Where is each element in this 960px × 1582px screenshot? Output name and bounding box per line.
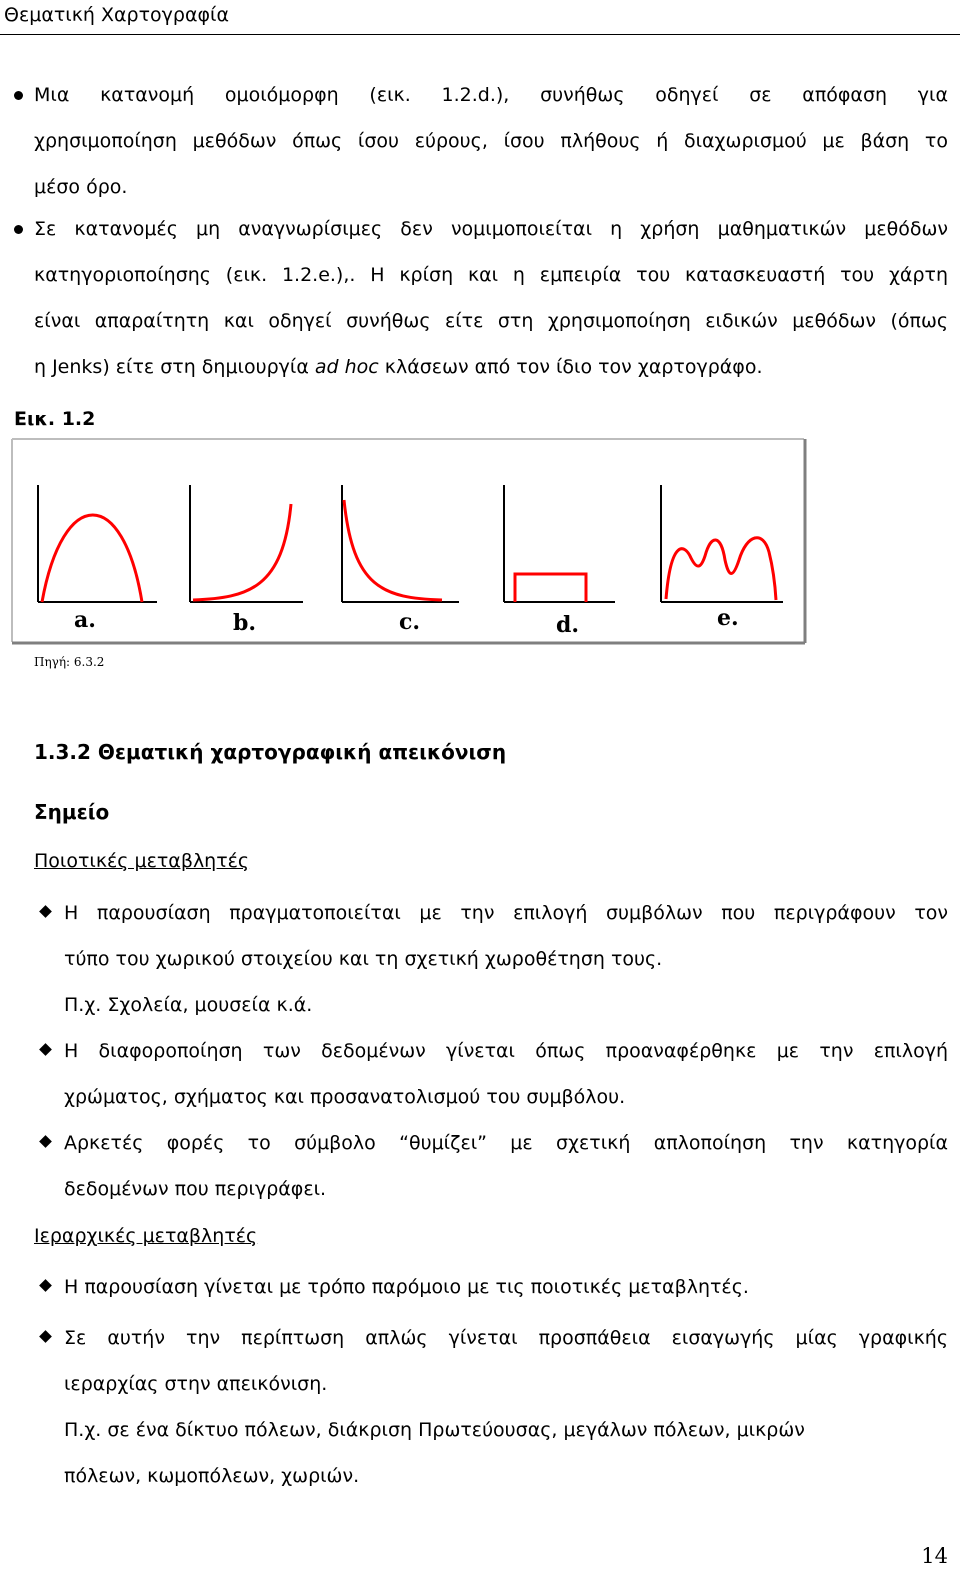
hierarchical-item-2 (41, 1315, 948, 1499)
distribution-figure-svg (11, 438, 811, 648)
section-heading: 1.3.2 Θεματική χαρτογραφική απεικόνιση (34, 740, 507, 764)
text-line: Π.χ. σε ένα δίκτυο πόλεων, διάκριση Πρωτεύουσας, μεγάλων πόλεων, μικρών (64, 1419, 805, 1441)
text-fragment-italic: ad hoc (314, 356, 379, 378)
text-line: δεδομένων που περιγράφει. (64, 1178, 327, 1200)
diamond-bullet-icon (39, 1279, 52, 1292)
figure-caption: Εικ. 1.2 (14, 408, 96, 430)
text-line: Σε κατανομές μη αναγνωρίσιμες δεν νομιμοποιείται η χρήση μαθηματικών μεθόδων (34, 218, 948, 240)
hierarchical-title: Ιεραρχικές μεταβλητές (34, 1225, 258, 1247)
panel-c-label: c. (399, 609, 421, 635)
panel-b (190, 485, 303, 636)
panel-c-curve (344, 500, 442, 600)
text-line: πόλεων, κωμοπόλεων, χωριών. (64, 1465, 360, 1487)
header-title: Θεματική Χαρτογραφία (4, 4, 229, 26)
panel-a-label: a. (74, 607, 96, 633)
diamond-bullet-icon (39, 905, 52, 918)
panel-d (504, 485, 615, 638)
panel-d-label: d. (556, 612, 580, 638)
text-line: ιεραρχίας στην απεικόνιση. (64, 1373, 328, 1395)
figure-source: Πηγή: 6.3.2 (34, 655, 105, 669)
text-line: είναι απαραίτητη και οδηγεί συνήθως είτε στη χρησιμοποίηση ειδικών μεθόδων (όπως (34, 310, 948, 332)
page-header (0, 0, 960, 35)
text-line: μέσο όρο. (34, 176, 128, 198)
text-line: Μια κατανομή ομοιόμορφη (εικ. 1.2.d.), συνήθως οδηγεί σε απόφαση για (34, 84, 948, 106)
text-line (34, 344, 948, 390)
page-number: 14 (921, 1544, 948, 1568)
qualitative-item-2 (41, 1028, 948, 1120)
intro-bullet-1 (14, 72, 948, 210)
panel-e-label: e. (717, 605, 739, 631)
panel-b-curve (193, 504, 291, 600)
diamond-bullet-icon (39, 1043, 52, 1056)
panel-d-curve (515, 574, 586, 602)
panel-c (342, 485, 459, 635)
text-line: Σε αυτήν την περίπτωση απλώς γίνεται προσπάθεια εισαγωγής μίας γραφικής (64, 1327, 948, 1349)
section-subheading: Σημείο (34, 800, 110, 824)
hierarchical-item-1 (41, 1264, 948, 1310)
text-line: κατηγοριοποίησης (εικ. 1.2.e.),. Η κρίση και η εμπειρία του κατασκευαστή του χάρτη (34, 264, 948, 286)
text-line: Η παρουσίαση πραγματοποιείται με την επιλογή συμβόλων που περιγράφουν τον (64, 902, 948, 924)
panel-a-curve (42, 515, 142, 602)
panel-e (661, 485, 783, 631)
text-line: Η διαφοροποίηση των δεδομένων γίνεται όπως προαναφέρθηκε με την επιλογή (64, 1040, 948, 1062)
text-fragment: η Jenks) είτε στη δημιουργία (34, 356, 315, 378)
qualitative-item-1 (41, 890, 948, 1028)
intro-bullet-2 (14, 206, 948, 390)
panel-e-curve (666, 538, 776, 600)
text-line: Η παρουσίαση γίνεται με τρόπο παρόμοιο με τις ποιοτικές μεταβλητές. (64, 1276, 749, 1298)
text-line: Αρκετές φορές το σύμβολο “θυμίζει” με σχετική απλοποίηση την κατηγορία (64, 1132, 948, 1154)
diamond-bullet-icon (39, 1330, 52, 1343)
text-line: τύπο του χωρικού στοιχείου και τη σχετική χωροθέτηση τους. (64, 948, 663, 970)
text-line: χρησιμοποίηση μεθόδων όπως ίσου εύρους, ίσου πλήθους ή διαχωρισμού με βάση το (34, 130, 948, 152)
diamond-bullet-icon (39, 1135, 52, 1148)
text-line: Π.χ. Σχολεία, μουσεία κ.ά. (64, 994, 313, 1016)
panel-b-label: b. (233, 610, 257, 636)
distribution-figure (11, 438, 811, 648)
bullet-dot-icon (14, 225, 23, 234)
qualitative-item-3 (41, 1120, 948, 1212)
text-fragment: κλάσεων από τον ίδιο τον χαρτογράφο. (378, 356, 763, 378)
panel-a (38, 485, 157, 633)
qualitative-title: Ποιοτικές μεταβλητές (34, 850, 250, 872)
bullet-dot-icon (14, 91, 23, 100)
text-line: χρώματος, σχήματος και προσανατολισμού του συμβόλου. (64, 1086, 626, 1108)
